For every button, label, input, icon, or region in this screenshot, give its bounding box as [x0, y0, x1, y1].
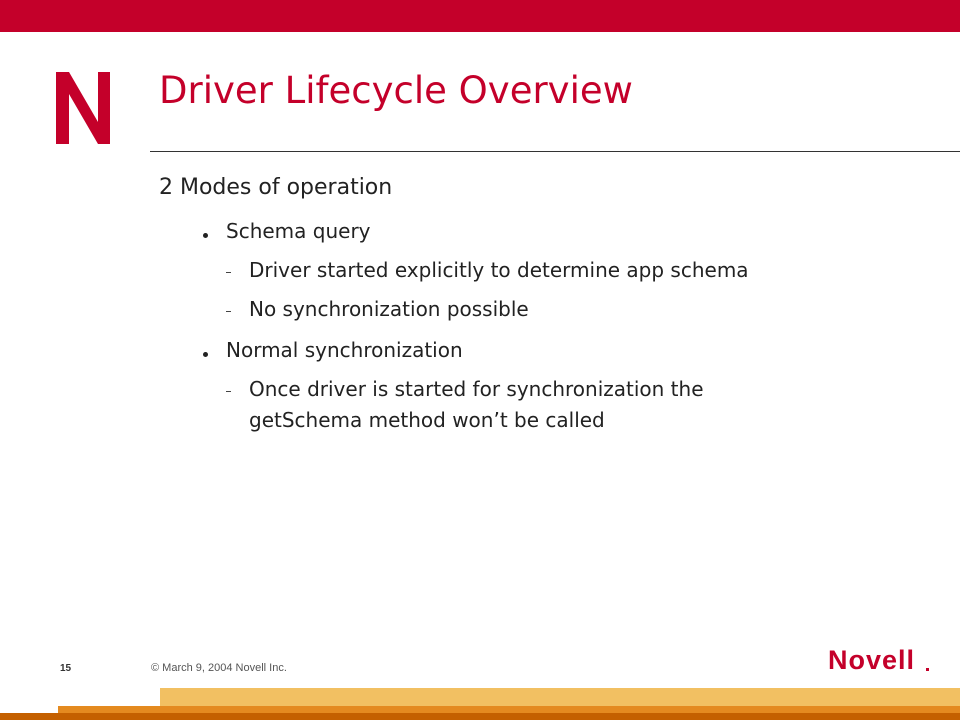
bullet-dot-icon [203, 233, 208, 238]
bullet-level2: Driver started explicitly to determine app schema [249, 258, 749, 282]
top-accent-bar [0, 0, 960, 32]
bullet-level2-continuation: getSchema method won’t be called [249, 408, 605, 432]
bullet-level2: No synchronization possible [249, 297, 529, 321]
copyright-notice: © March 9, 2004 Novell Inc. [151, 662, 287, 674]
bullet-level1: Normal synchronization [226, 338, 463, 362]
bullet-level2: Once driver is started for synchronization the [249, 377, 704, 401]
bottom-band-yellow [160, 688, 960, 706]
bullet-dot-icon [203, 352, 208, 357]
slide-title: Driver Lifecycle Overview [159, 69, 633, 112]
novell-n-logo-icon [52, 68, 114, 146]
bullet-level0: 2 Modes of operation [159, 175, 393, 200]
page-number: 15 [60, 663, 72, 674]
dash-bullet-icon [226, 311, 231, 312]
dash-bullet-icon [226, 272, 231, 273]
bottom-band-orange [58, 706, 960, 713]
brand-dot-icon [926, 668, 929, 671]
dash-bullet-icon [226, 391, 231, 392]
novell-brand-logo: Novell [828, 645, 916, 675]
title-divider [150, 151, 960, 152]
bottom-band-dark [0, 713, 960, 720]
bullet-level1: Schema query [226, 219, 371, 243]
